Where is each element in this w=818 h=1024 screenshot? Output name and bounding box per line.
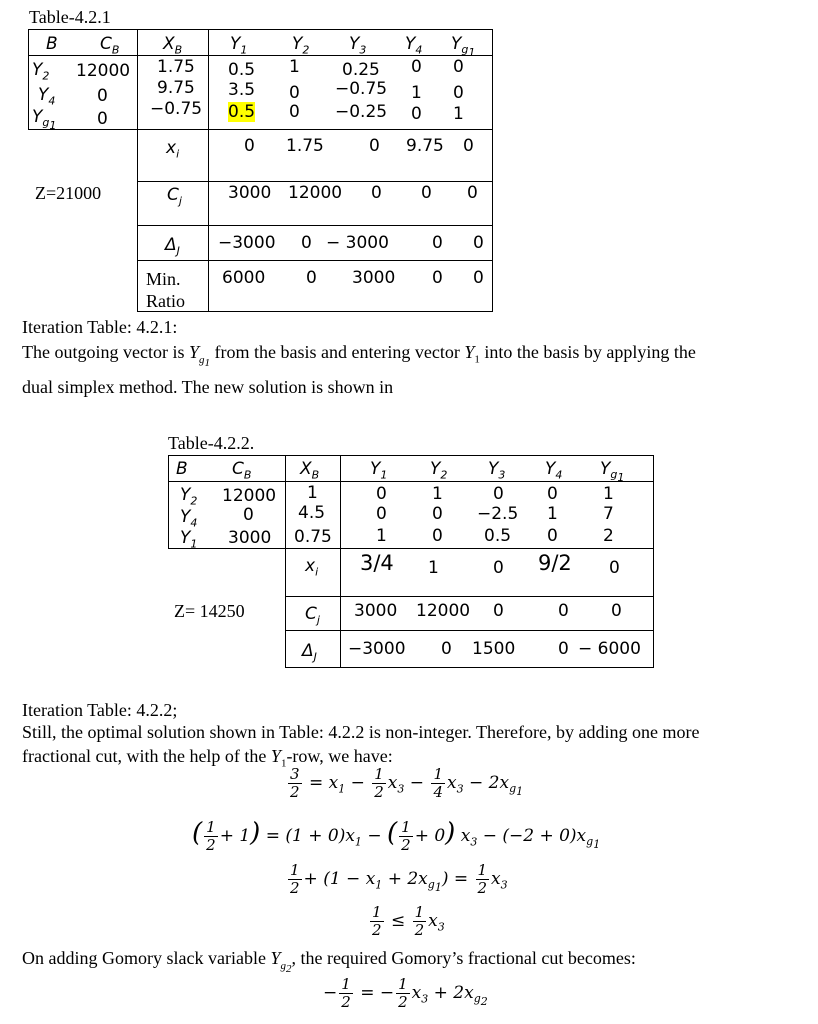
- t2-cj: 0: [558, 601, 569, 621]
- t2-cell: 0: [493, 484, 504, 504]
- t2-xi-label: $x_i$: [305, 556, 319, 579]
- t1-z-value: Z=21000: [35, 183, 102, 203]
- t1-delta: 0: [473, 233, 484, 253]
- t1-xi: 0: [244, 136, 255, 156]
- t1-cell: 0: [289, 83, 300, 103]
- t2-xb-1: 1: [307, 483, 318, 503]
- t2-header-y2: $Y_2$: [430, 459, 448, 482]
- t1-cell: 0: [453, 83, 464, 103]
- t1-basis-1: $Y_2$: [32, 60, 50, 83]
- t1-xi-label: $x_i$: [166, 138, 180, 161]
- t1-minratio: 6000: [222, 268, 266, 288]
- t1-xi: 0: [463, 136, 474, 156]
- t2-cell: 0: [547, 484, 558, 504]
- t1-header-cb: $C_B$: [100, 34, 120, 57]
- t1-cell: 0: [289, 102, 300, 122]
- t1-cj: 0: [371, 183, 382, 203]
- t2-delta: 0: [558, 639, 569, 659]
- t2-basis-3: $Y_1$: [180, 528, 198, 551]
- t1-cell: 0.5: [228, 60, 256, 80]
- t2-basis-2: $Y_4$: [180, 507, 198, 530]
- t1-header-y3: $Y_3$: [349, 34, 367, 57]
- t2-xi: 1: [428, 558, 439, 578]
- t2-cell: 1: [432, 484, 443, 504]
- t1-xi: 1.75: [286, 136, 324, 156]
- t1-cb-1: 12000: [76, 61, 131, 81]
- t1-cell: 1: [453, 104, 464, 124]
- equation-3: $\frac{1}{2}$ + $(1 - x_1 + 2x_{g_1})$ = $\frac{1}{2}$ $x_3$: [290, 861, 508, 897]
- t1-minratio: 0: [432, 268, 443, 288]
- t1-cj: 12000: [288, 183, 343, 203]
- t1-cell: 0: [453, 57, 464, 77]
- t1-cell: 3.5: [228, 80, 256, 100]
- t2-cj: 12000: [416, 601, 471, 621]
- t2-cell: 2: [603, 526, 614, 546]
- t1-header-y1: $Y_1$: [230, 34, 248, 57]
- t2-header-b: B: [176, 459, 188, 479]
- t2-xb-2: 4.5: [298, 503, 326, 523]
- t2-cell: −2.5: [477, 504, 519, 524]
- t1-cell: 0: [411, 104, 422, 124]
- t1-minratio-label-1: Min.: [146, 269, 181, 289]
- t2-cell: 0: [547, 526, 558, 546]
- t1-cell: 0.25: [342, 60, 380, 80]
- t2-delta: −3000: [348, 639, 406, 659]
- t1-delta: 0: [301, 233, 312, 253]
- t2-cell: 1: [376, 526, 387, 546]
- t1-cj-label: $C_j$: [167, 185, 182, 208]
- t1-minratio-label-2: Ratio: [146, 291, 185, 311]
- t1-pivot-cell: 0.5: [228, 102, 256, 122]
- t1-header-y4: $Y_4$: [405, 34, 423, 57]
- t2-header-xb: $X_B$: [300, 459, 320, 482]
- t1-cj: 3000: [228, 183, 272, 203]
- t2-cb-3: 3000: [228, 528, 272, 548]
- t2-cell: 1: [603, 484, 614, 504]
- t2-cell: 7: [603, 504, 614, 524]
- t1-minratio: 0: [306, 268, 317, 288]
- t1-cell: 1: [289, 57, 300, 77]
- equation-4: $\frac{1}{2}$ ≤ $\frac{1}{2}$ $x_3$: [372, 903, 445, 939]
- t2-delta: 0: [441, 639, 452, 659]
- iteration-label-2: Iteration Table: 4.2.2;: [22, 700, 178, 720]
- t1-xb-3: −0.75: [150, 99, 203, 119]
- paragraph-1: The outgoing vector is $Y_{g_1}$ from the basis and entering vector $Y_1$ into the basis by applying the dual simplex method. The new solution is shown in: [22, 342, 696, 397]
- table2-caption: Table-4.2.2.: [168, 433, 255, 453]
- t2-header-y4: $Y_4$: [545, 459, 563, 482]
- t2-cb-2: 0: [243, 505, 254, 525]
- t2-xi: 3/4: [360, 551, 394, 575]
- t2-header-y1: $Y_1$: [370, 459, 388, 482]
- t2-header-cb: $C_B$: [232, 459, 252, 482]
- t2-header-y3: $Y_3$: [488, 459, 506, 482]
- t1-header-b: B: [46, 34, 58, 54]
- t2-header-yg1: $Y_{g_1}$: [600, 459, 625, 485]
- t2-xb-3: 0.75: [294, 527, 332, 547]
- t2-xi: 0: [609, 558, 620, 578]
- t1-cb-2: 0: [97, 86, 108, 106]
- t1-xi: 0: [369, 136, 380, 156]
- t2-cj: 3000: [354, 601, 398, 621]
- t1-cj: 0: [421, 183, 432, 203]
- iteration-label-1: Iteration Table: 4.2.1:: [22, 317, 178, 337]
- equation-2: ( $\frac{1}{2}$ + $1) = (1 + 0)x_1$ − ( $\frac{1}{2}$ + 0) $x_3 - (-2 + 0)x_{g_1}$: [192, 818, 601, 854]
- t2-basis-1: $Y_2$: [180, 485, 198, 508]
- paragraph-final: On adding Gomory slack variable $Y_{g_2}$, the required Gomory’s fractional cut becomes:: [22, 948, 636, 975]
- t2-delta: 1500: [472, 639, 516, 659]
- t2-cb-1: 12000: [222, 486, 277, 506]
- paragraph-2: Still, the optimal solution shown in Table: 4.2.2 is non-integer. Therefore, by adding one more fractional cut, with the help of the $Y_1$-row, we have:: [22, 722, 700, 770]
- t1-delta: − 3000: [326, 233, 389, 253]
- t2-delta-label: $\Delta_J$: [302, 641, 317, 664]
- t1-minratio: 3000: [352, 268, 396, 288]
- t2-cj-label: $C_j$: [305, 604, 320, 627]
- t1-cb-3: 0: [97, 109, 108, 129]
- t1-xb-2: 9.75: [157, 78, 195, 98]
- t1-xi: 9.75: [406, 136, 444, 156]
- t1-header-y2: $Y_2$: [292, 34, 310, 57]
- equation-1: $\frac{3}{2}$ = $x_1$ − $\frac{1}{2}$ $x_3$ − $\frac{1}{4}$ $x_3 - 2x_{g_1}$: [290, 765, 524, 801]
- equation-5: − $\frac{1}{2}$ = − $\frac{1}{2}$ $x_3 + 2x_{g_2}$: [323, 975, 488, 1011]
- table1-caption: Table-4.2.1: [29, 7, 111, 27]
- t1-cj: 0: [467, 183, 478, 203]
- t2-cell: 0: [432, 504, 443, 524]
- t2-cell: 0.5: [484, 526, 512, 546]
- t1-header-yg1: $Y_{g_1}$: [451, 34, 476, 60]
- t2-cell: 0: [376, 484, 387, 504]
- t1-delta: −3000: [218, 233, 276, 253]
- t2-cj: 0: [611, 601, 622, 621]
- t1-cell: 0: [411, 57, 422, 77]
- t2-cell: 0: [432, 526, 443, 546]
- t2-xi: 9/2: [538, 551, 572, 575]
- t2-delta: − 6000: [578, 639, 641, 659]
- t2-cell: 1: [547, 504, 558, 524]
- t1-header-xb: $X_B$: [163, 34, 183, 57]
- t2-cell: 0: [376, 504, 387, 524]
- t1-cell: −0.75: [335, 79, 388, 99]
- t1-minratio: 0: [473, 268, 484, 288]
- t1-delta: 0: [432, 233, 443, 253]
- t1-cell: 1: [411, 83, 422, 103]
- t2-cj: 0: [493, 601, 504, 621]
- t1-cell: −0.25: [335, 102, 388, 122]
- t1-basis-3: $Y_{g_1}$: [32, 107, 57, 133]
- t1-basis-2: $Y_4$: [38, 85, 56, 108]
- t2-z-value: Z= 14250: [174, 601, 245, 621]
- t1-delta-label: $\Delta_J$: [165, 235, 180, 258]
- t1-xb-1: 1.75: [157, 57, 195, 77]
- t2-xi: 0: [493, 558, 504, 578]
